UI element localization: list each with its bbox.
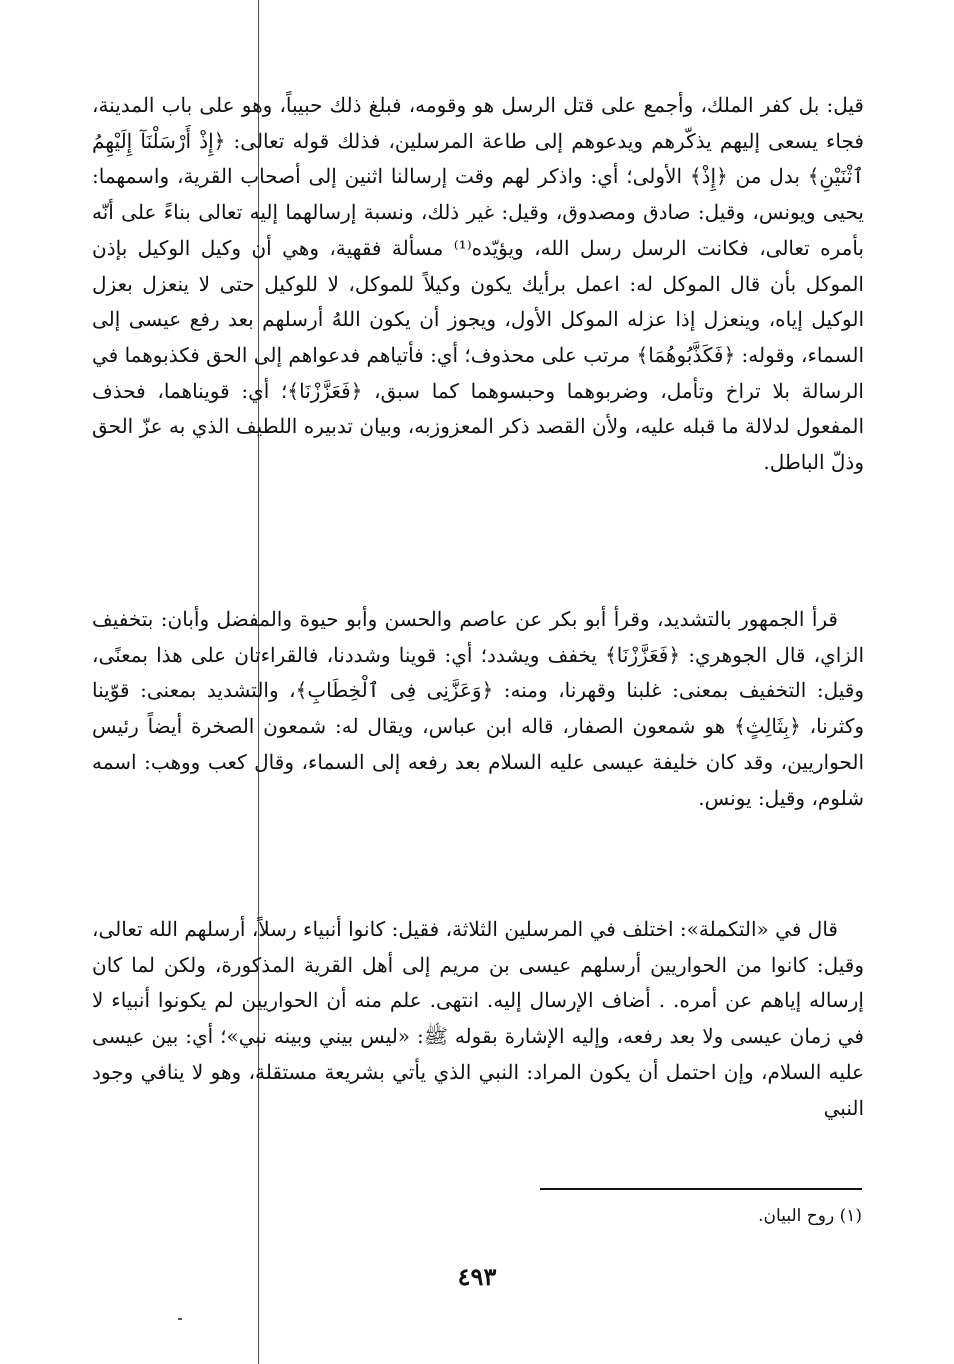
footnote-separator bbox=[540, 1188, 862, 1190]
page-number: ٤٩٣ bbox=[457, 1262, 497, 1291]
paragraph-1 bbox=[92, 88, 864, 481]
paragraph-2 bbox=[92, 602, 864, 816]
footnote: (١) روح البيان. bbox=[758, 1206, 862, 1226]
paragraph-1-text: قيل: بل كفر الملك، وأجمع على قتل الرسل هو وقومه، فبلغ ذلك حبيباً، وهو على باب المدينة، فجاء يسعى إليهم يذكّرهم ويدعوهم إلى طاعة المرسلين، فذلك قوله تعالى: ﴿إِذْ أَرْسَلْنَآ إِلَيْهِمُ ٱثْنَيْنِ﴾ بدل من ﴿إِذْ﴾ الأولى؛ أي: واذكر لهم وقت إرسالنا اثنين إلى أصحاب القرية، واسمهما: يحيى ويونس، وقيل: صادق ومصدوق، وقيل: غير ذلك، ونسبة إرسالهما إليه تعالى بناءً على أنّه بأمره تعالى، فكانت الرسل رسل الله، ويؤيّده⁽¹⁾ مسألة فقهية، وهي أن وكيل الوكيل بإذن الموكل بأن قال الموكل له: اعمل برأيك يكون وكيلاً للموكل، لا للوكيل حتى لا ينعزل بعزل الوكيل إياه، وينعزل إذا عزله الموكل الأول، ويجوز أن يكون اللهُ أرسلهم بعد رفع عيسى إلى السماء، وقوله: ﴿فَكَذَّبُوهُمَا﴾ مرتب على محذوف؛ أي: فأتياهم فدعواهم إلى الحق فكذبوهما في الرسالة بلا تراخ وتأمل، وضربوهما وحبسوهما كما سبق، ﴿فَعَزَّزْنَا﴾؛ أي: قويناهما، فحذف المفعول لدلالة ما قبله عليه، ولأن القصد ذكر المعزوزبه، وبيان تدبيره اللطيف الذي به عزّ الحق وذلّ الباطل. bbox=[92, 93, 864, 475]
paragraph-3-text: قال في «التكملة»: اختلف في المرسلين الثلاثة، فقيل: كانوا أنبياء رسلاً، أرسلهم الله تعالى، وقيل: كانوا من الحواريين أرسلهم عيسى بن مريم إلى أهل القرية المذكورة، ولكن لما كان إرساله إياهم عن أمره. . أضاف الإرسال إليه. انتهى. علم منه أن الحواريين لم يكونوا أنبياء لا في زمان عيسى ولا بعد رفعه، وإليه الإشارة بقوله ﷺ: «ليس بيني وبينه نبي»؛ أي: بين عيسى عليه السلام، وإن احتمل أن يكون المراد: النبي الذي يأتي بشريعة مستقلة، وهو لا ينافي وجود النبي bbox=[92, 917, 864, 1120]
paragraph-2-text: قرأ الجمهور بالتشديد، وقرأ أبو بكر عن عاصم والحسن وأبو حيوة والمفضل وأبان: بتخفيف الزاي، قال الجوهري: ﴿فَعَزَّزْنَا﴾ يخفف ويشدد؛ أي: قوينا وشددنا، فالقراءتان على هذا بمعنًى، وقيل: التخفيف بمعنى: غلبنا وقهرنا، ومنه: ﴿وَعَزَّنِى فِى ٱلْخِطَابِ﴾، والتشديد بمعنى: قوّينا وكثرنا، ﴿بِثَالِثٍ﴾ هو شمعون الصفار، قاله ابن عباس، ويقال له: شمعون الصخرة أيضاً رئيس الحواريين، وقد كان خليفة عيسى عليه السلام بعد رفعه إلى السماء، وقال كعب ووهب: اسمه شلوم، وقيل: يونس. bbox=[92, 607, 864, 810]
scan-speck bbox=[178, 1318, 182, 1320]
paragraph-3 bbox=[92, 912, 864, 1126]
